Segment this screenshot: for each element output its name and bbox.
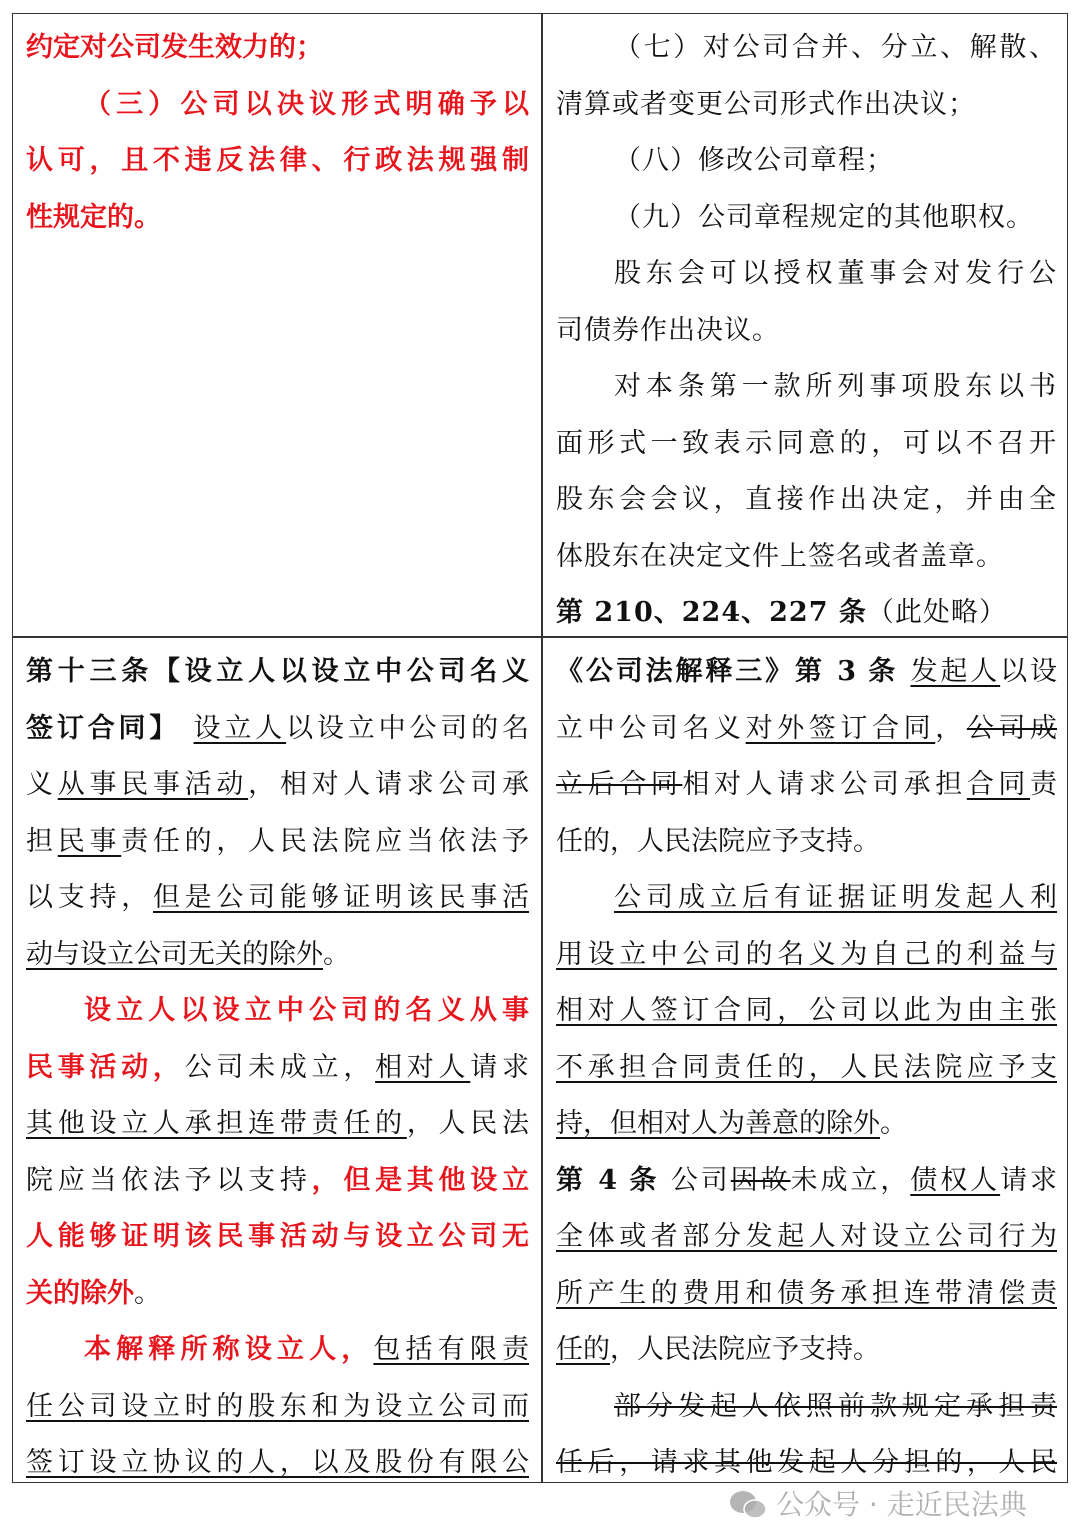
body-text: 院应当依法予以支持	[26, 1164, 312, 1196]
highlighted-text: ，但是其他设立	[311, 1164, 530, 1196]
highlighted-text: 人能够证明该民事活动与设立公司无	[26, 1221, 529, 1252]
body-text: 体股东在决定文件上签名或者盖章。	[556, 540, 1004, 572]
added-text: 用设立中公司的名义为自己的利益与	[556, 938, 1057, 970]
body-text: ，相对人请求公司承	[248, 769, 530, 800]
text-line	[556, 1266, 1057, 1323]
text-line	[556, 701, 1057, 758]
body-text: 以支持，	[26, 882, 153, 913]
article-heading: 第 210、224、227 条	[556, 597, 867, 628]
text-line	[556, 246, 1057, 303]
body-text: 股东会会议，直接作出决定，并由全	[556, 484, 1057, 515]
body-text: 股东会可以授权董事会对发行公	[614, 258, 1057, 289]
body-text: 未成立，	[790, 1164, 911, 1196]
text-line	[26, 77, 529, 134]
added-text: 不承担合同责任的，人民法院应予支	[556, 1051, 1057, 1083]
body-text: 公司未成立，	[184, 1051, 376, 1083]
body-text: 责	[1030, 769, 1058, 800]
body-text: 司债券作出决议。	[556, 314, 780, 346]
body-text: 请求	[470, 1051, 530, 1083]
highlighted-text: 性规定的。	[26, 201, 161, 233]
body-text: 以设立中公司的名	[286, 712, 530, 744]
text-line	[556, 644, 1057, 701]
deleted-text: 任后，请求其他发起人分担的，人民	[556, 1447, 1057, 1478]
added-text: 签订设立协议的人，以及股份有限公	[26, 1447, 529, 1478]
text-line	[556, 1435, 1057, 1484]
watermark-text: 公众号 · 走近民法典	[776, 1488, 1027, 1521]
text-line	[556, 757, 1057, 814]
body-text: 相对人请求公司承担	[682, 769, 967, 800]
body-text: （九）公司章程规定的其他职权。	[614, 201, 1034, 233]
added-text: 任公司设立时的股东和为设立公司而	[26, 1390, 529, 1422]
text-line	[26, 190, 529, 247]
text-line	[556, 1209, 1057, 1266]
deleted-text: 部分发起人依照前款规定承担责	[614, 1390, 1057, 1422]
body-text: 面形式一致表示同意的，可以不召开	[556, 427, 1057, 459]
highlighted-text: 本解释所称设立人，	[84, 1334, 374, 1365]
text-line	[556, 77, 1057, 134]
body-text: ，人民法院应予支持。	[610, 1334, 880, 1365]
text-line	[556, 1322, 1057, 1379]
text-line	[556, 529, 1057, 586]
article-heading: 《公司法解释三》第 3 条	[556, 656, 911, 687]
deleted-text: 立后合同	[556, 769, 683, 800]
text-line	[556, 472, 1057, 529]
body-text: 。	[323, 938, 350, 970]
text-line	[26, 927, 529, 984]
added-text: 公司成立后有证据证明发起人利	[614, 882, 1057, 913]
added-text: 设立人	[193, 712, 287, 744]
added-text: 动与设立公司无关的除外	[26, 938, 323, 970]
text-line	[556, 359, 1057, 416]
text-line	[556, 1153, 1057, 1210]
text-line	[26, 1209, 529, 1266]
text-line	[26, 870, 529, 927]
article-heading: 签订合同】	[26, 712, 194, 744]
text-line	[26, 644, 529, 701]
highlighted-text: 认可，且不违反法律、行政法规强制	[26, 145, 529, 176]
body-text: 任的，人民法院应予支持。	[556, 825, 880, 857]
article-heading: 第 4 条	[556, 1164, 660, 1196]
added-text: 发起人	[910, 656, 1001, 687]
body-text: 。	[880, 1108, 907, 1139]
body-text: 义	[26, 769, 58, 800]
wechat-icon	[728, 1489, 768, 1521]
added-text: 相对人	[375, 1051, 471, 1083]
text-line	[556, 416, 1057, 473]
body-text: 对本条第一款所列事项股东以书	[614, 371, 1057, 402]
added-text: 全体或者部分发起人对设立公司行为	[556, 1221, 1057, 1252]
body-text: 立中公司名义	[556, 712, 746, 744]
added-text: 但是公司能够证明该民事活	[152, 882, 530, 913]
text-line	[556, 1040, 1057, 1097]
text-line	[556, 190, 1057, 247]
highlighted-text: 设立人以设立中公司的名义从事	[84, 995, 529, 1026]
text-line	[26, 1040, 529, 1097]
text-line	[26, 1379, 529, 1436]
body-text: ，	[935, 712, 967, 744]
text-line	[26, 1096, 529, 1153]
text-line	[556, 1379, 1057, 1436]
cell-bottom-right	[543, 638, 1069, 1484]
text-line	[26, 1435, 529, 1484]
text-line	[26, 814, 529, 871]
highlighted-text: 民事活动，	[26, 1051, 185, 1083]
added-text: 合同	[966, 769, 1031, 800]
body-text: 请求	[1000, 1164, 1058, 1196]
text-line	[26, 133, 529, 190]
cell-bottom-left	[13, 638, 541, 1484]
deleted-text: 公司成	[966, 712, 1058, 744]
added-text: 持，但相对人为善意的除外	[556, 1108, 880, 1139]
added-text: 民事	[57, 825, 122, 857]
text-line	[26, 983, 529, 1040]
body-text: 以设	[1000, 656, 1058, 687]
text-line	[556, 133, 1057, 190]
added-text: 其他设立人承担连带责任的	[26, 1108, 407, 1139]
text-line	[556, 303, 1057, 360]
article-heading: 第十三条【设立人以设立中公司名义	[26, 656, 529, 687]
body-text: （八）修改公司章程；	[614, 145, 894, 176]
text-line	[26, 1153, 529, 1210]
added-text: 相对人签订合同，公司以此为由主张	[556, 995, 1057, 1026]
body-text: 担	[26, 825, 58, 857]
text-line	[26, 1266, 529, 1323]
comparison-table	[12, 13, 1068, 1483]
body-text: 公司	[659, 1164, 731, 1196]
added-text: 对外签订合同	[745, 712, 936, 744]
text-line	[26, 701, 529, 758]
body-text: 责任的，人民法院应当依法予	[121, 825, 530, 857]
body-text: ，人民法	[406, 1108, 530, 1139]
watermark	[728, 1488, 1027, 1522]
text-line	[556, 1096, 1057, 1153]
body-text: 。	[134, 1277, 161, 1309]
text-line	[556, 927, 1057, 984]
highlighted-text: 约定对公司发生效力的；	[26, 32, 323, 63]
text-line	[26, 1322, 529, 1379]
highlighted-text: （三）公司以决议形式明确予以	[84, 88, 529, 120]
added-text: 债权人	[910, 1164, 1001, 1196]
highlighted-text: 关的除外	[26, 1277, 134, 1309]
body-text: （七）对公司合并、分立、解散、	[614, 32, 1057, 63]
text-line	[556, 20, 1057, 77]
text-line	[26, 757, 529, 814]
text-line	[556, 870, 1057, 927]
text-line	[556, 983, 1057, 1040]
added-text: 包括有限责	[373, 1334, 530, 1365]
added-text: 从事民事活动	[57, 769, 249, 800]
added-text: 任的	[556, 1334, 610, 1365]
text-line	[26, 20, 529, 77]
cell-top-right	[543, 14, 1069, 636]
text-line	[556, 585, 1057, 636]
cell-top-left	[13, 14, 541, 636]
added-text: 所产生的费用和债务承担连带清偿责	[556, 1277, 1057, 1309]
body-text: （此处略）	[866, 597, 1007, 628]
deleted-text: 因故	[730, 1164, 791, 1196]
body-text: 清算或者变更公司形式作出决议；	[556, 88, 976, 120]
text-line	[556, 814, 1057, 871]
